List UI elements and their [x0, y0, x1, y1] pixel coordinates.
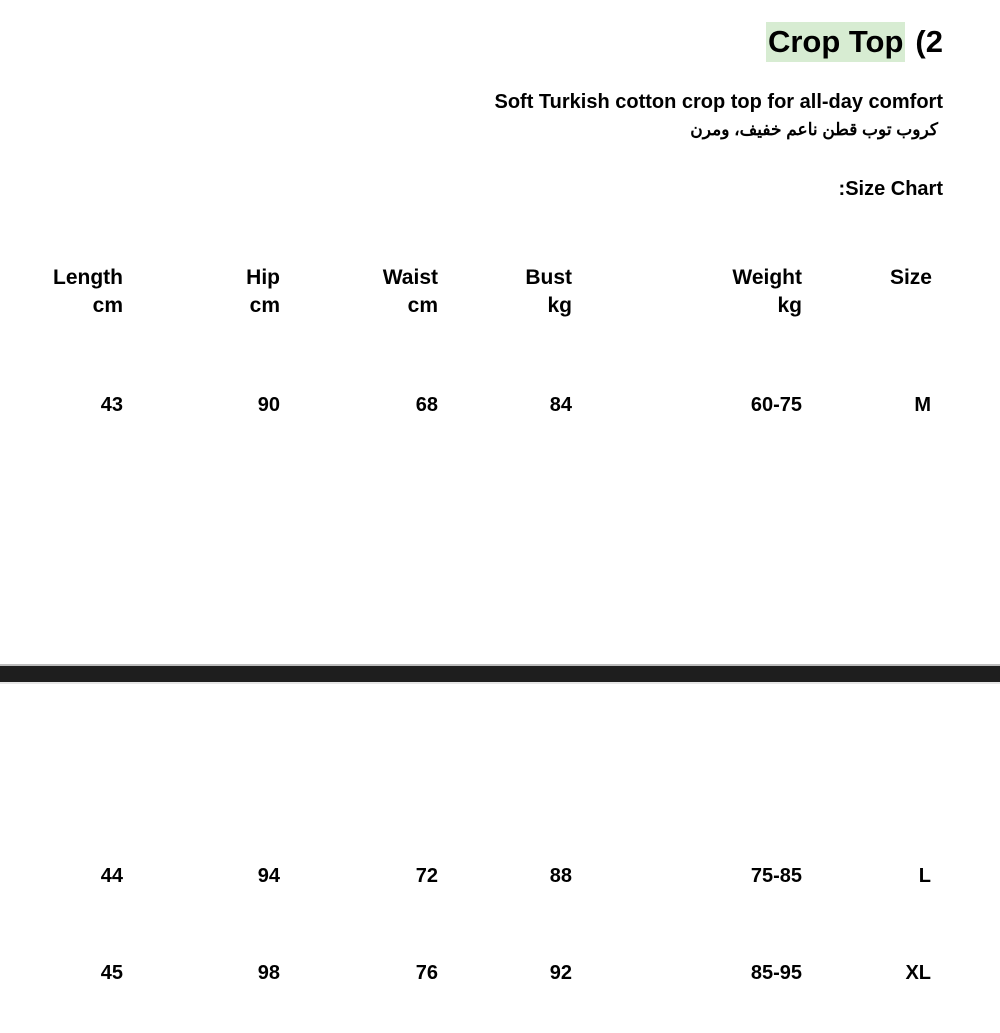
- size-chart-label: :Size Chart: [838, 178, 943, 200]
- header-weight-unit: kg: [777, 294, 802, 317]
- header-waist-label: Waist: [382, 266, 438, 289]
- table-cell-bust: 84: [549, 394, 572, 416]
- table-cell-weight: 85-95: [750, 962, 802, 984]
- product-number: (2: [915, 24, 943, 59]
- header-length-label: Length: [53, 266, 123, 289]
- header-waist: [383, 264, 438, 320]
- table-cell-waist: 76: [415, 962, 438, 984]
- header-length: [53, 264, 123, 320]
- table-cell-bust: 88: [549, 865, 572, 887]
- header-weight: [732, 264, 802, 320]
- table-cell-bust: 92: [549, 962, 572, 984]
- product-subtitle-arabic: كروب توب قطن ناعم خفيف، ومرن: [690, 120, 938, 139]
- header-waist-unit: cm: [407, 294, 438, 317]
- table-cell-weight: 75-85: [750, 865, 802, 887]
- table-cell-hip: 90: [257, 394, 280, 416]
- table-cell-hip: 98: [257, 962, 280, 984]
- table-cell-length: 44: [100, 865, 123, 887]
- header-hip-unit: cm: [249, 294, 280, 317]
- header-hip-label: Hip: [246, 266, 280, 289]
- header-size-label: Size: [889, 266, 932, 289]
- table-cell-size: XL: [905, 962, 931, 984]
- table-cell-length: 43: [100, 394, 123, 416]
- header-length-unit: cm: [92, 294, 123, 317]
- header-size: [890, 264, 932, 292]
- table-cell-size: M: [914, 394, 931, 416]
- header-bust-label: Bust: [525, 266, 572, 289]
- product-subtitle: Soft Turkish cotton crop top for all-day comfort: [494, 91, 943, 113]
- table-cell-length: 45: [100, 962, 123, 984]
- table-cell-size: L: [918, 865, 931, 887]
- header-bust: [525, 264, 572, 320]
- header-weight-label: Weight: [732, 266, 802, 289]
- section-divider: [0, 664, 1000, 684]
- table-cell-waist: 68: [415, 394, 438, 416]
- table-cell-waist: 72: [415, 865, 438, 887]
- product-title: [766, 20, 943, 64]
- product-name-highlight: Crop Top: [766, 22, 905, 62]
- table-cell-weight: 60-75: [750, 394, 802, 416]
- header-hip: [246, 264, 280, 320]
- table-cell-hip: 94: [257, 865, 280, 887]
- header-bust-unit: kg: [547, 294, 572, 317]
